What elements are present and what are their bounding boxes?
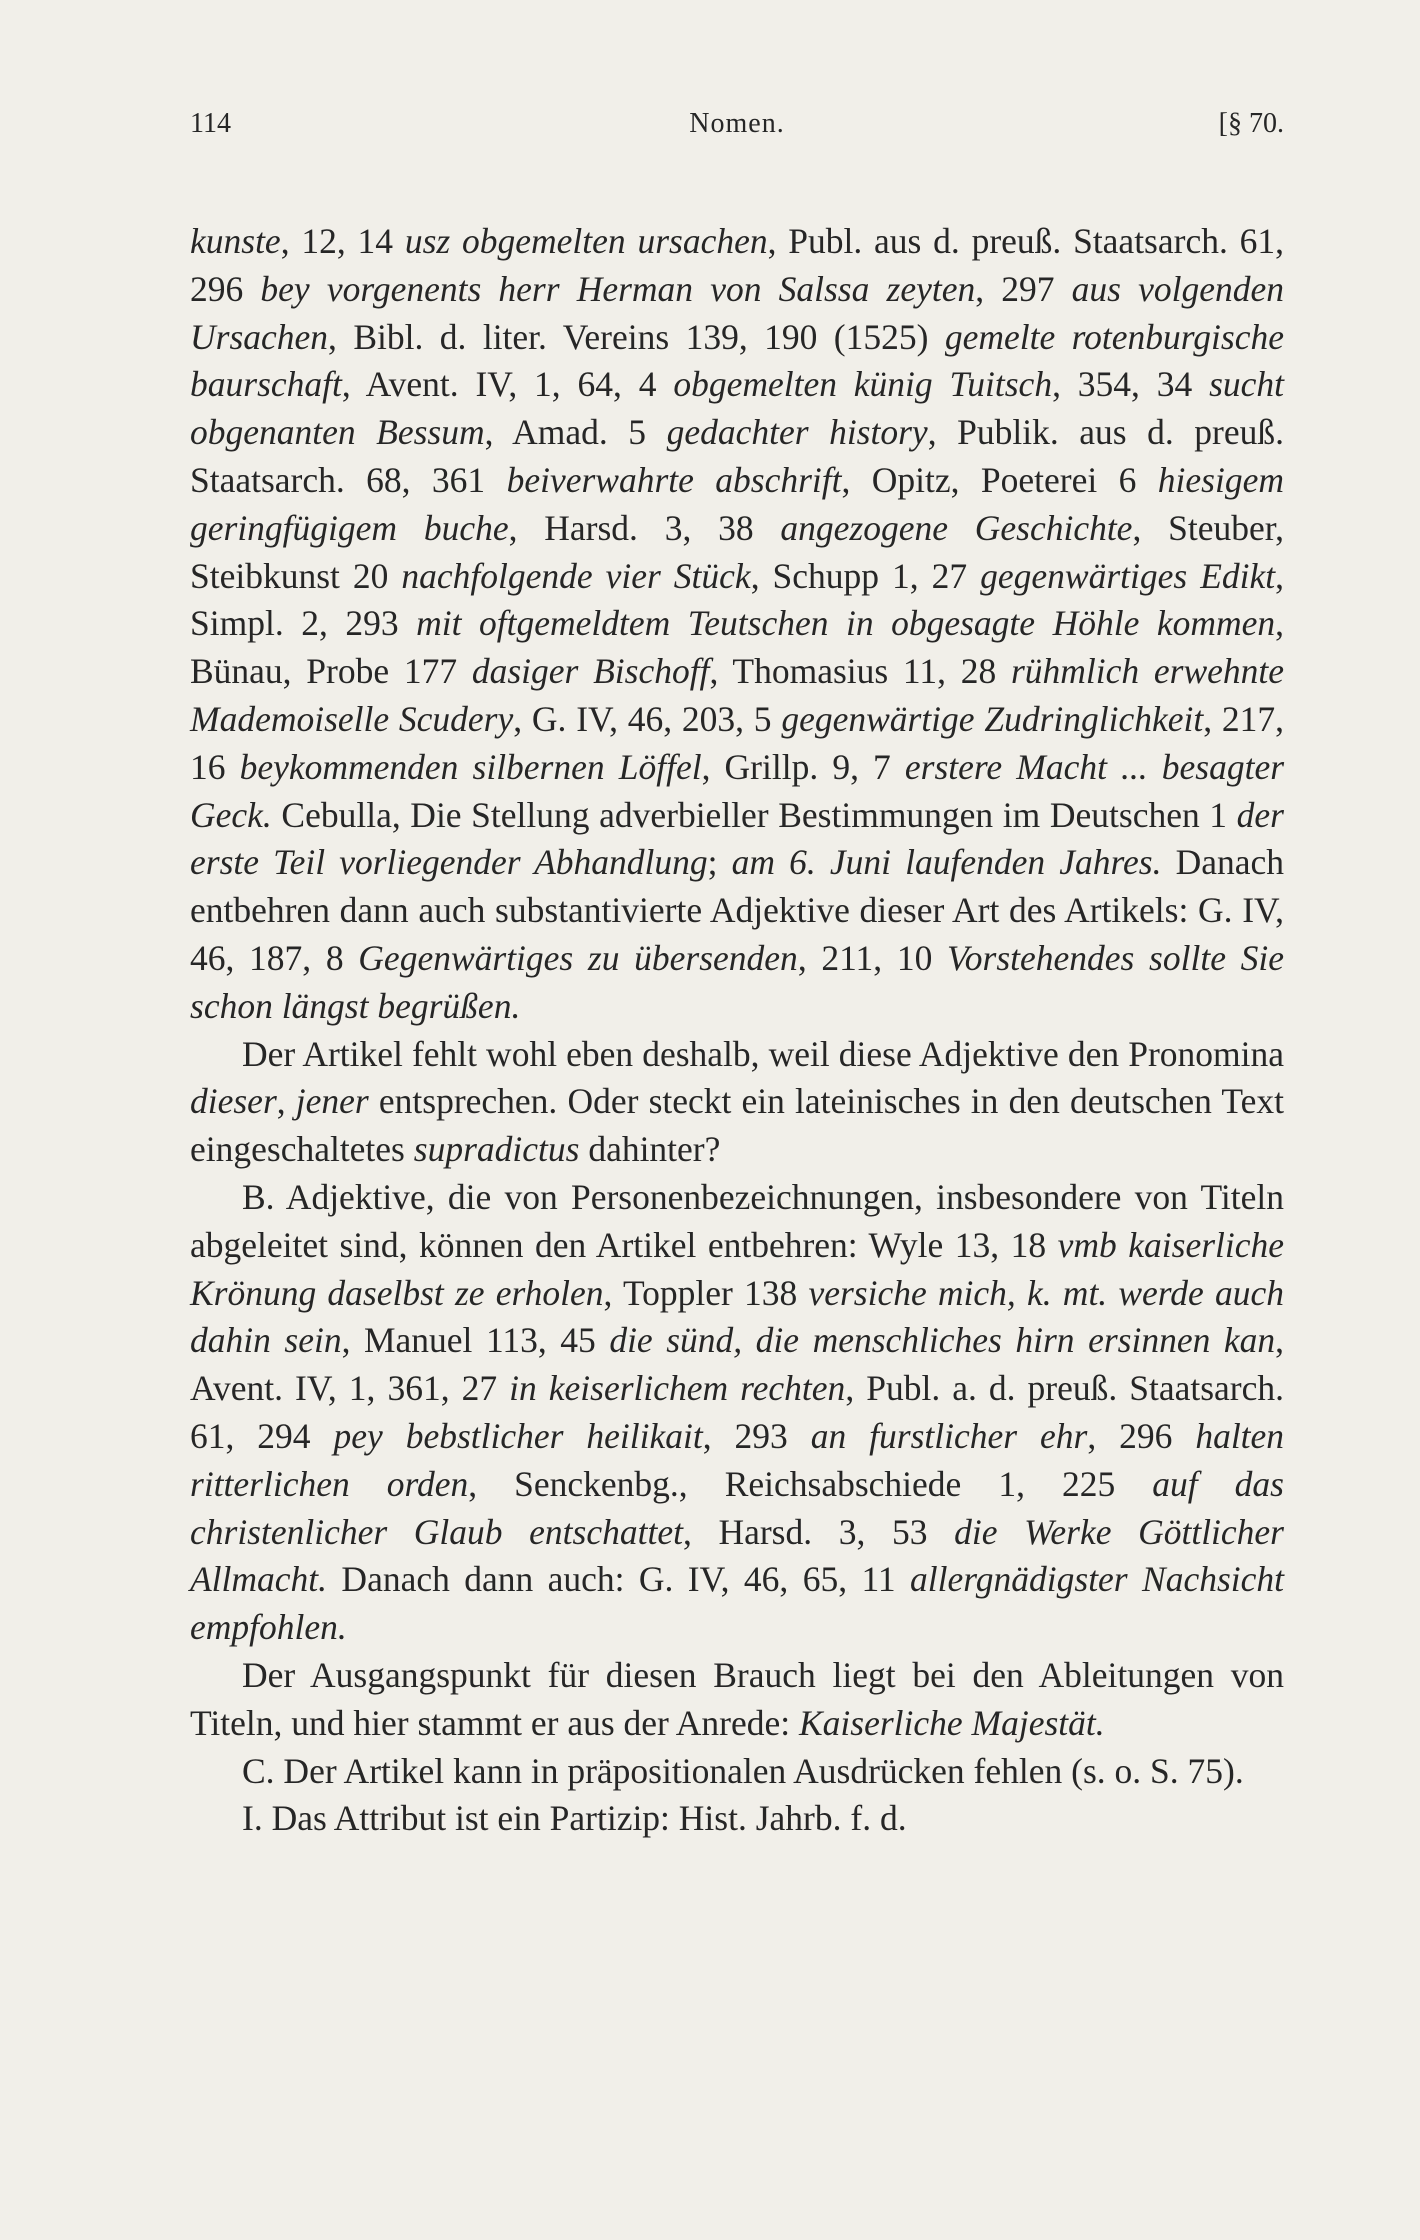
italic-citation: kunste [190, 221, 281, 261]
italic-citation: die Werke Göttlicher Allmacht. [190, 1511, 1284, 1600]
paragraph-1 [190, 218, 1284, 1031]
paragraph-3 [190, 1174, 1284, 1652]
paragraph-4 [190, 1652, 1284, 1748]
text-run: , Simpl. 2, 293 [190, 555, 1284, 644]
italic-citation: bey vorgenents herr Herman von Salssa zeyten [260, 268, 976, 309]
text-run: , 293 [702, 1415, 811, 1456]
italic-citation: beiverwahrte abschrift [506, 459, 842, 500]
italic-citation: halten ritterlichen orden [190, 1415, 1285, 1504]
text-run: dahinter? [579, 1129, 721, 1170]
italic-citation: die sünd, die menschliches hirn ersinnen kan [609, 1320, 1276, 1361]
chapter-title: Nomen. [689, 108, 785, 139]
text-run: Der Artikel fehlt wohl eben deshalb, weil diese Adjektive den Pronomina [242, 1033, 1284, 1074]
text-run: , Avent. IV, 1, 64, 4 [341, 364, 674, 405]
text-run: , Publ. a. d. preuß. Staatsarch. 61, 294 [190, 1368, 1284, 1456]
text-run: , Toppler 138 [603, 1272, 809, 1313]
text-run: , Publ. aus d. preuß. Staatsarch. 61, 296 [190, 221, 1284, 309]
italic-citation: versiche mich, k. mt. werde auch dahin sein [190, 1272, 1284, 1361]
text-run: , 12, 14 [280, 221, 405, 261]
italic-citation: Vorstehendes sollte Sie schon längst begrüßen. [190, 937, 1284, 1026]
text-run: , Amad. 5 [484, 412, 667, 453]
italic-citation: angezogene Geschichte [780, 507, 1133, 548]
paragraph-6 [190, 1795, 1284, 1843]
text-run: , 211, 10 [797, 937, 948, 978]
section-reference: [§ 70. [1218, 108, 1284, 139]
italic-citation: mit oftgemeldtem Teutschen in obgesagte Höhle kommen [416, 603, 1276, 644]
italic-citation: erstere Macht ... besagter Geck. [190, 746, 1285, 835]
italic-citation: obgemelten künig Tuitsch [673, 364, 1053, 405]
paragraph-5 [190, 1748, 1284, 1796]
text-run: , Grillp. 9, 7 [701, 746, 905, 787]
italic-citation: gedachter history [666, 412, 928, 453]
text-run: , Schupp 1, 27 [750, 555, 981, 596]
italic-citation: jener [295, 1081, 369, 1122]
italic-citation: hiesigem geringfügigem buche [190, 459, 1284, 548]
text-run: , G. IV, 46, 203, 5 [513, 698, 782, 739]
page-number: 114 [190, 108, 231, 139]
italic-citation: aus volgenden Ursachen [190, 268, 1285, 357]
italic-citation: usz obgemelten ursachen [404, 221, 768, 261]
text-run: Cebulla, Die Stellung adverbieller Bestimmungen im Deutschen 1 [271, 794, 1237, 835]
italic-citation: dieser [190, 1081, 277, 1122]
italic-citation: allergnädigster Nachsicht empfohlen. [190, 1559, 1284, 1648]
text-run: , Bünau, Probe 177 [190, 603, 1284, 692]
italic-citation: am 6. Juni laufenden Jahres. [731, 842, 1162, 883]
paragraph-2 [190, 1031, 1284, 1174]
italic-citation: in keiserlichem rechten [509, 1368, 846, 1409]
text-run: , 296 [1087, 1415, 1196, 1456]
italic-citation: gegenwärtiges Edikt [980, 555, 1276, 596]
text-run: ; [707, 842, 732, 883]
italic-citation: pey bebstlicher heilikait [333, 1415, 703, 1456]
text-run: , 217, 16 [190, 698, 1285, 787]
italic-citation: vmb kaiserliche Krönung daselbst ze erholen [190, 1224, 1285, 1313]
text-run: B. Adjektive, die von Personenbezeichnungen, insbesondere von Titeln abgeleitet sind, können den Artikel entbehren: Wyle 13, 18 [190, 1176, 1284, 1265]
text-run: , Opitz, Poeterei 6 [841, 459, 1158, 500]
text-run: entsprechen. Oder steckt ein lateinisches in den deutschen Text eingeschaltetes [190, 1081, 1285, 1170]
text-run: , Harsd. 3, 53 [682, 1511, 955, 1552]
text-run: , Steuber, Steibkunst 20 [190, 507, 1284, 596]
italic-citation: Kaiserliche Majestät. [798, 1702, 1105, 1743]
italic-citation: gegenwärtige Zudringlichkeit [781, 698, 1204, 739]
text-run: , Avent. IV, 1, 361, 27 [190, 1320, 1284, 1409]
italic-citation: gemelte rotenburgische baurschaft [190, 316, 1284, 405]
text-run: I. Das Attribut ist ein Partizip: Hist. Jahrb. f. d. [242, 1798, 907, 1839]
italic-citation: sucht obgenanten Bessum [190, 364, 1285, 453]
italic-citation: supradictus [413, 1129, 580, 1170]
text-run: , [276, 1081, 296, 1122]
italic-citation: nachfolgende vier Stück [401, 555, 751, 596]
running-head [190, 108, 1284, 164]
text-run: , 297 [975, 268, 1072, 309]
italic-citation: beykommenden silbernen Löffel [239, 746, 702, 787]
text-run: , Harsd. 3, 38 [508, 507, 781, 548]
italic-citation: rühmlich erwehnte Mademoiselle Scudery [190, 651, 1285, 739]
text-run: C. Der Artikel kann in präpositionalen Ausdrücken fehlen (s. o. S. 75). [242, 1750, 1244, 1791]
italic-citation: der erste Teil vorliegender Abhandlung [190, 794, 1284, 883]
text-run: Der Ausgangspunkt für diesen Brauch liegt bei den Ableitungen von Titeln, und hier stammt er aus der Anrede: [190, 1654, 1284, 1743]
italic-citation: auf das christenlicher Glaub entschattet [190, 1463, 1284, 1552]
text-run: Danach dann auch: G. IV, 46, 65, 11 [327, 1559, 911, 1600]
text-run: , Manuel 113, 45 [341, 1320, 610, 1361]
text-run: , Thomasius 11, 28 [709, 651, 1011, 692]
text-run: , 354, 34 [1052, 364, 1210, 405]
italic-citation: Gegenwärtiges zu übersenden [358, 937, 798, 978]
text-run: Danach entbehren dann auch substantivierte Adjektive dieser Art des Artikels: G. IV, 46, 187, 8 [190, 842, 1284, 978]
italic-citation: an furstlicher ehr [810, 1415, 1088, 1456]
text-run: , Bibl. d. liter. Vereins 139, 190 (1525) [328, 316, 945, 357]
italic-citation: dasiger Bischoff [471, 651, 710, 692]
text-run: , Senckenbg., Reichsabschiede 1, 225 [468, 1463, 1153, 1504]
body-text [190, 218, 1284, 1843]
text-run: , Publik. aus d. preuß. Staatsarch. 68, 361 [190, 412, 1284, 500]
